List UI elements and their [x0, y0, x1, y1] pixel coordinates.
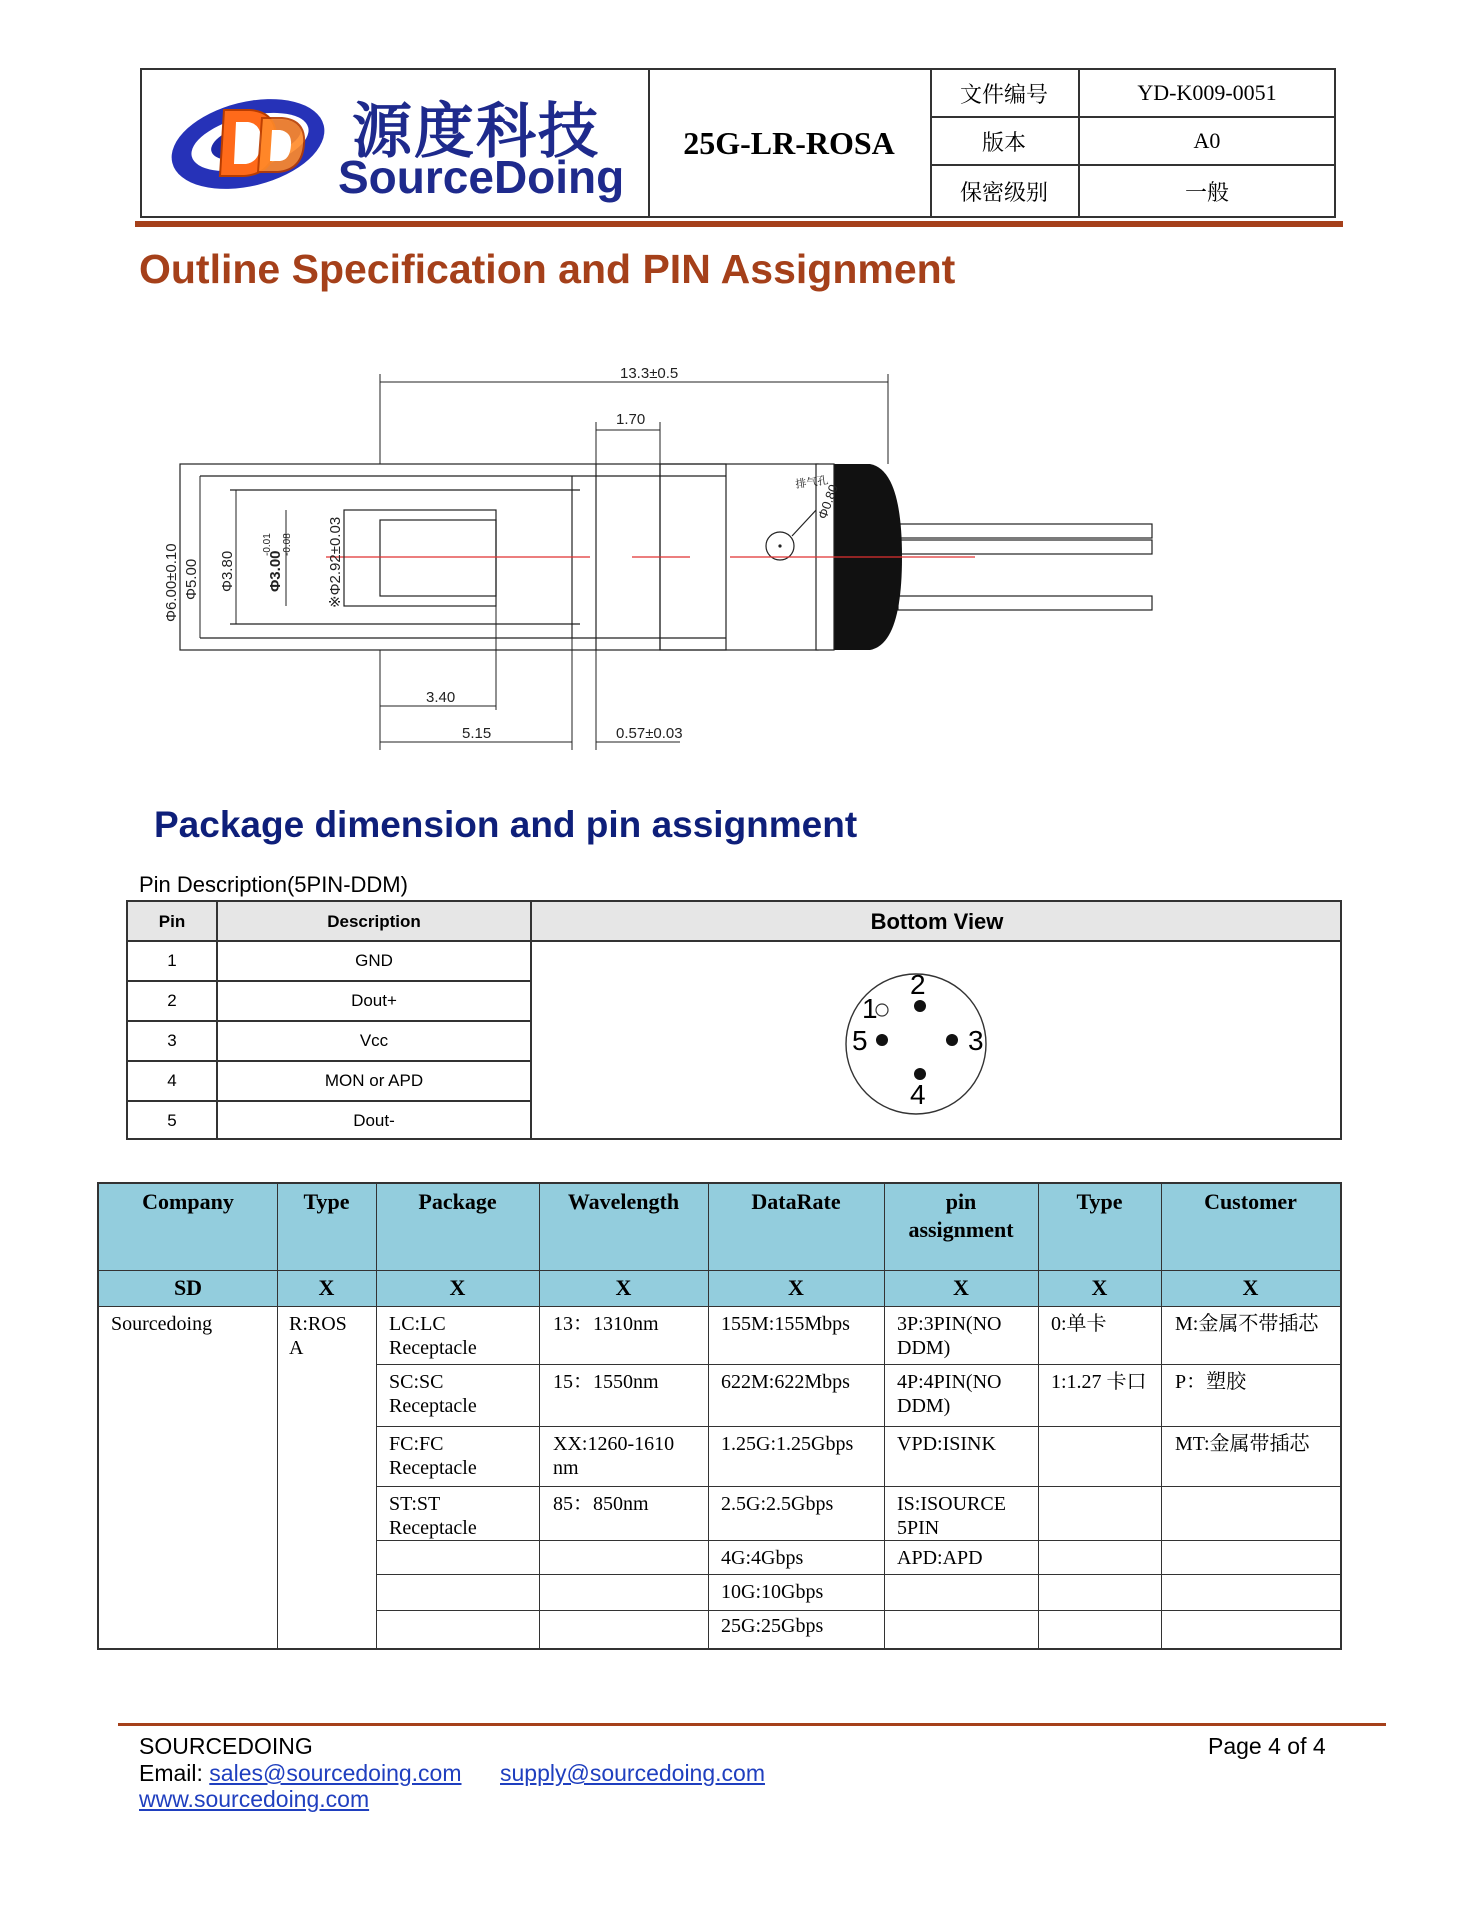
footer-email-2 — [500, 1760, 765, 1787]
type2-option: 0:单卡 — [1051, 1313, 1107, 1335]
dim-phi-6-00: Φ6.00±0.10 — [163, 543, 180, 622]
code-datarate: X — [788, 1275, 804, 1300]
pin-1-marker — [876, 1004, 888, 1016]
section-title-package: Package dimension and pin assignment — [154, 804, 858, 845]
sales-email-link[interactable]: sales@sourcedoing.com — [209, 1760, 462, 1786]
website-link[interactable]: www.sourcedoing.com — [139, 1786, 370, 1812]
dim-tolerance-plus: -0.01 — [262, 533, 273, 556]
dim-3-40: 3.40 — [426, 689, 456, 706]
dim-phi-3-80: Φ3.80 — [219, 550, 236, 592]
pin-assignment-option: VPD:ISINK — [897, 1433, 996, 1455]
header-company: Company — [142, 1189, 234, 1214]
footer-email-row — [139, 1760, 462, 1787]
pin-number: 2 — [167, 991, 177, 1010]
package-option: ST:ST Receptacle — [389, 1493, 477, 1539]
pin-number: 3 — [167, 1031, 177, 1050]
page-number: Page 4 of 4 — [1208, 1733, 1326, 1759]
meta-value: 一般 — [1184, 179, 1229, 205]
email-label: Email: — [139, 1760, 203, 1786]
header-pin: Pin — [158, 912, 186, 931]
pin-description: MON or APD — [324, 1071, 424, 1090]
meta-key: 文件编号 — [930, 70, 1080, 116]
meta-value: A0 — [1193, 128, 1221, 153]
package-option: LC:LC Receptacle — [389, 1313, 477, 1359]
header-bottom-view: Bottom View — [870, 909, 1004, 934]
header-package: Package — [418, 1189, 497, 1214]
customer-option: MT:金属带插芯 — [1175, 1433, 1310, 1455]
pin-description-title: Pin Description(5PIN-DDM) — [139, 872, 408, 897]
pin-number: 1 — [167, 951, 177, 970]
footer-website — [139, 1786, 369, 1813]
meta-key: 版本 — [930, 118, 1080, 164]
pin-2-marker — [914, 1000, 926, 1012]
footer-divider — [118, 1723, 1386, 1726]
pin-3-label: 3 — [968, 1025, 984, 1056]
meta-row-security-level — [930, 166, 1334, 216]
datarate-option: 4G:4Gbps — [721, 1547, 804, 1569]
code-wavelength: X — [615, 1275, 632, 1300]
dim-tolerance-minus: -0.08 — [282, 533, 293, 556]
customer-option: M:金属不带插芯 — [1175, 1313, 1319, 1335]
bottom-view-diagram — [828, 954, 1028, 1130]
pin-assignment-option: 3P:3PIN(NO DDM) — [897, 1313, 1002, 1359]
code-type-2: X — [1091, 1275, 1108, 1300]
wavelength-option: 15：1550nm — [553, 1371, 659, 1393]
datarate-option: 10G:10Gbps — [721, 1581, 824, 1603]
document-meta — [930, 70, 1334, 216]
dim-vent-diameter: Φ0.80 — [814, 482, 842, 522]
datarate-option: 2.5G:2.5Gbps — [721, 1493, 834, 1515]
company-value: Sourcedoing — [111, 1313, 213, 1335]
code-package: X — [449, 1275, 466, 1300]
pin-number: 5 — [167, 1111, 177, 1130]
dim-overall-length: 13.3±0.5 — [620, 365, 679, 382]
pin-assignment-option: APD:APD — [897, 1547, 983, 1569]
header-type-2: Type — [1076, 1189, 1123, 1214]
meta-key: 保密级别 — [930, 166, 1080, 216]
pin-description: Vcc — [359, 1031, 389, 1050]
code-type: X — [318, 1275, 335, 1300]
vent-label: 排气孔 — [794, 473, 830, 491]
section-title-outline: Outline Specification and PIN Assignment — [139, 246, 956, 292]
datarate-option: 155M:155Mbps — [721, 1313, 850, 1335]
dim-phi-2-92: ※Φ2.92±0.03 — [327, 516, 344, 608]
logo-chinese-name: 源度科技 — [352, 97, 600, 167]
logo-english-name: SourceDoing — [338, 151, 625, 203]
header-pin-assignment: pin assignment — [908, 1189, 1014, 1242]
pin-assignment-option: IS:ISOURCE 5PIN — [897, 1493, 1006, 1539]
header-description: Description — [327, 912, 421, 931]
package-option: SC:SC Receptacle — [389, 1371, 477, 1417]
footer-company: SOURCEDOING — [139, 1733, 313, 1759]
dim-phi-3-00: Φ3.00 — [267, 550, 284, 592]
type2-option: 1:1.27 卡口 — [1051, 1371, 1147, 1393]
meta-row-doc-number — [930, 70, 1334, 118]
pin-number: 4 — [167, 1071, 177, 1090]
pin-description: Dout+ — [351, 991, 397, 1010]
pin-1-label: 1 — [862, 993, 878, 1024]
pin-description-table — [126, 900, 1342, 1140]
header-wavelength: Wavelength — [567, 1189, 680, 1214]
meta-row-version — [930, 118, 1334, 166]
pin-3-marker — [946, 1034, 958, 1046]
model-number: 25G-LR-ROSA — [648, 70, 932, 216]
wavelength-option: 13：1310nm — [553, 1313, 659, 1335]
type-value: R:ROSA — [289, 1313, 347, 1359]
header-type: Type — [303, 1189, 350, 1214]
datarate-option: 1.25G:1.25Gbps — [721, 1433, 854, 1455]
outline-drawing — [150, 360, 1170, 760]
customer-option: P：塑胶 — [1175, 1371, 1247, 1393]
meta-value: YD-K009-0051 — [1137, 80, 1277, 105]
pin-4-label: 4 — [910, 1079, 926, 1110]
dim-phi-5-00: Φ5.00 — [183, 558, 200, 600]
document-header — [140, 68, 1336, 218]
pin-5-marker — [876, 1034, 888, 1046]
header-divider — [135, 221, 1343, 227]
code-company: SD — [173, 1275, 203, 1300]
pin-description: GND — [355, 951, 393, 970]
pin-5-label: 5 — [852, 1025, 868, 1056]
package-option: FC:FC Receptacle — [389, 1433, 477, 1479]
sourcedoing-logo-icon — [166, 88, 336, 200]
code-pin-assignment: X — [953, 1275, 969, 1300]
dim-5-15: 5.15 — [462, 725, 492, 742]
code-customer: X — [1242, 1275, 1259, 1300]
wavelength-option: XX:1260-1610 nm — [553, 1433, 675, 1479]
logo-cell — [142, 70, 650, 216]
datarate-option: 622M:622Mbps — [721, 1371, 850, 1393]
dim-0-57: 0.57±0.03 — [616, 725, 683, 742]
pin-description: Dout- — [353, 1111, 395, 1130]
supply-email-link[interactable]: supply@sourcedoing.com — [500, 1760, 765, 1786]
ferrule-sleeve — [344, 510, 496, 606]
header-customer: Customer — [1204, 1189, 1297, 1214]
dim-1-70: 1.70 — [616, 411, 646, 428]
datarate-option: 25G:25Gbps — [721, 1615, 824, 1637]
header-datarate: DataRate — [751, 1189, 841, 1214]
pin-assignment-option: 4P:4PIN(NO DDM) — [897, 1371, 1002, 1417]
wavelength-option: 85：850nm — [553, 1493, 649, 1515]
pin-2-label: 2 — [910, 969, 926, 1000]
ordering-code-table — [97, 1182, 1342, 1650]
